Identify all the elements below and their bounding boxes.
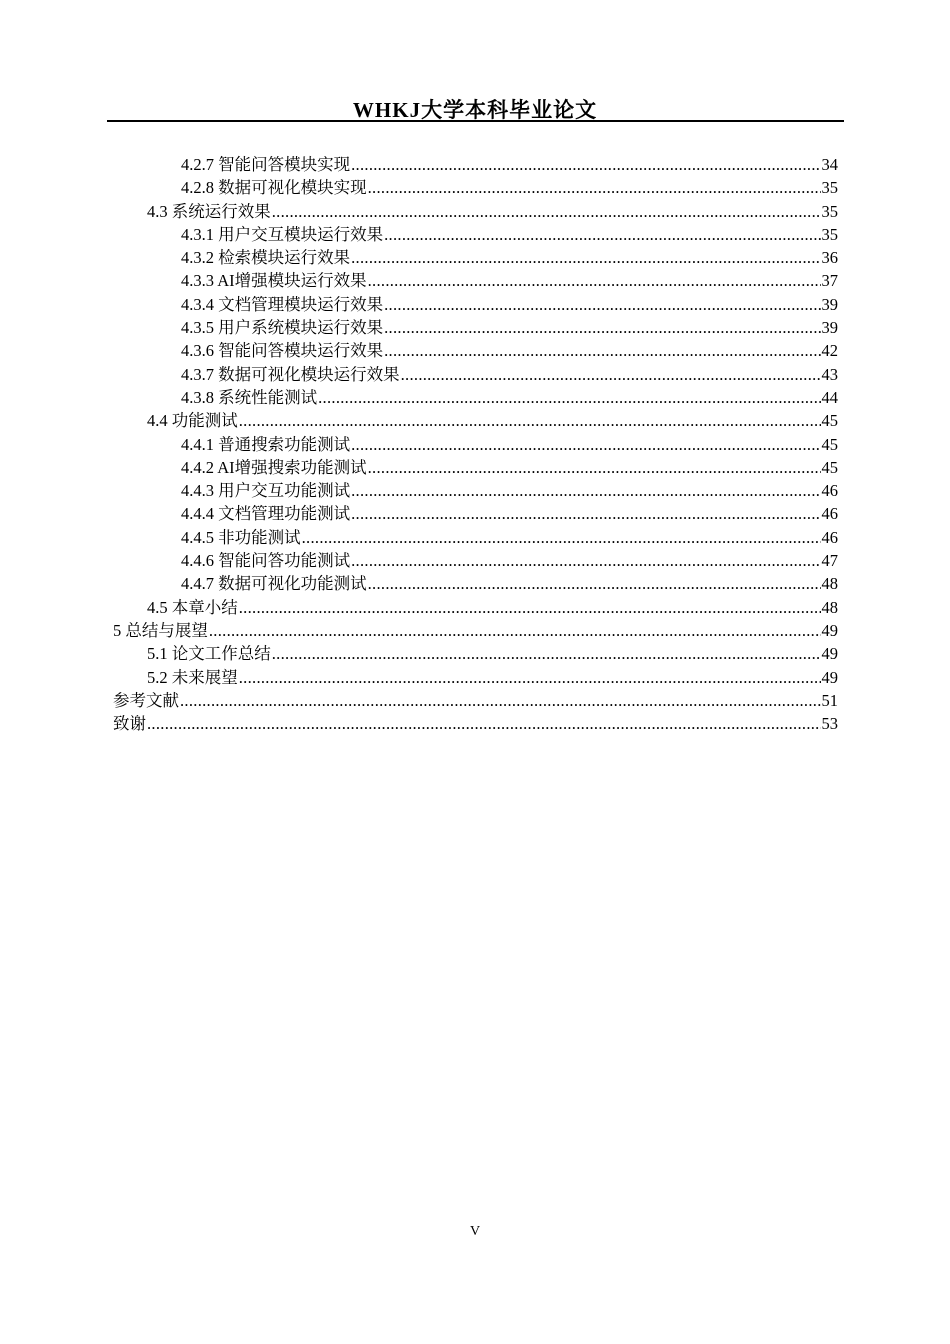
toc-leader-dots	[384, 223, 820, 246]
toc-entry[interactable]	[113, 293, 838, 316]
toc-page-number: 46	[821, 481, 838, 501]
toc-page-number: 45	[821, 434, 838, 454]
toc-page-number: 45	[821, 457, 838, 477]
toc-page-number: 35	[821, 201, 838, 221]
toc-entry[interactable]	[113, 433, 838, 456]
toc-leader-dots	[180, 689, 821, 712]
toc-entry[interactable]	[113, 642, 838, 665]
toc-entry[interactable]	[113, 269, 838, 292]
toc-entry[interactable]	[113, 666, 838, 689]
toc-page-number: 44	[821, 387, 838, 407]
toc-leader-dots	[302, 526, 821, 549]
toc-leader-dots	[384, 293, 820, 316]
toc-entry-label: 5.2 未来展望	[147, 667, 238, 687]
toc-entry-label: 4.5 本章小结	[147, 597, 238, 617]
toc-page-number: 45	[821, 411, 838, 431]
toc-entry[interactable]	[113, 572, 838, 595]
toc-entry[interactable]	[113, 712, 838, 735]
toc-leader-dots	[351, 479, 820, 502]
toc-entry[interactable]	[113, 456, 838, 479]
toc-leader-dots	[384, 339, 820, 362]
toc-entry[interactable]	[113, 549, 838, 572]
toc-entry[interactable]	[113, 316, 838, 339]
toc-page-number: 49	[821, 667, 838, 687]
toc-entry[interactable]	[113, 502, 838, 525]
toc-entry-label: 4.3.2 检索模块运行效果	[181, 248, 351, 268]
toc-entry-label: 4.3.4 文档管理模块运行效果	[181, 294, 384, 314]
toc-entry-label: 参考文献	[113, 690, 179, 710]
toc-entry[interactable]	[113, 409, 838, 432]
toc-leader-dots	[368, 456, 821, 479]
toc-page-number: 48	[821, 597, 838, 617]
toc-page-number: 36	[821, 248, 838, 268]
toc-entry[interactable]	[113, 176, 838, 199]
toc-entry-label: 4.4.5 非功能测试	[181, 527, 301, 547]
toc-leader-dots	[351, 502, 820, 525]
toc-entry[interactable]	[113, 386, 838, 409]
toc-leader-dots	[209, 619, 821, 642]
toc-page-number: 35	[821, 178, 838, 198]
toc-leader-dots	[351, 153, 820, 176]
toc-entry-label: 4.4.2 AI增强搜索功能测试	[181, 457, 367, 477]
toc-leader-dots	[351, 433, 820, 456]
toc-entry-label: 4.4.3 用户交互功能测试	[181, 481, 351, 501]
toc-leader-dots	[272, 200, 821, 223]
toc-leader-dots	[272, 642, 821, 665]
toc-page-number: 46	[821, 527, 838, 547]
toc-entry[interactable]	[113, 223, 838, 246]
toc-entry[interactable]	[113, 689, 838, 712]
toc-entry[interactable]	[113, 619, 838, 642]
toc-page-number: 37	[821, 271, 838, 291]
toc-leader-dots	[239, 666, 821, 689]
table-of-contents	[113, 153, 838, 735]
toc-leader-dots	[401, 363, 821, 386]
toc-entry-label: 4.3.8 系统性能测试	[181, 387, 318, 407]
toc-entry[interactable]	[113, 339, 838, 362]
toc-entry[interactable]	[113, 526, 838, 549]
toc-entry-label: 4.4.4 文档管理功能测试	[181, 504, 351, 524]
toc-entry-label: 4.3.3 AI增强模块运行效果	[181, 271, 367, 291]
header-rule	[107, 120, 844, 122]
toc-leader-dots	[239, 409, 821, 432]
toc-page-number: 39	[821, 318, 838, 338]
toc-entry-label: 4.3.1 用户交互模块运行效果	[181, 224, 384, 244]
toc-leader-dots	[318, 386, 820, 409]
toc-page-number: 39	[821, 294, 838, 314]
toc-entry-label: 4.4.1 普通搜索功能测试	[181, 434, 351, 454]
toc-entry-label: 5 总结与展望	[113, 620, 208, 640]
toc-page-number: 43	[821, 364, 838, 384]
toc-page-number: 47	[821, 551, 838, 571]
toc-entry-label: 5.1 论文工作总结	[147, 644, 271, 664]
toc-entry[interactable]	[113, 596, 838, 619]
toc-leader-dots	[368, 269, 821, 292]
footer-page-number: V	[469, 1224, 481, 1239]
toc-leader-dots	[351, 246, 820, 269]
toc-page-number: 53	[821, 714, 838, 734]
toc-entry[interactable]	[113, 363, 838, 386]
toc-leader-dots	[368, 176, 821, 199]
toc-entry-label: 4.2.7 智能问答模块实现	[181, 155, 351, 174]
toc-entry-label: 4.3.7 数据可视化模块运行效果	[181, 364, 400, 384]
running-header-title: WHKJ大学本科毕业论文	[352, 98, 598, 122]
toc-entry-label: 4.4 功能测试	[147, 411, 238, 431]
toc-leader-dots	[351, 549, 820, 572]
toc-entry[interactable]	[113, 200, 838, 223]
toc-entry[interactable]	[113, 153, 838, 176]
toc-entry-label: 4.3.5 用户系统模块运行效果	[181, 318, 384, 338]
toc-entry-label: 4.2.8 数据可视化模块实现	[181, 178, 367, 198]
toc-leader-dots	[147, 712, 821, 735]
toc-entry-label: 4.4.6 智能问答功能测试	[181, 551, 351, 571]
toc-page-number: 46	[821, 504, 838, 524]
toc-entry[interactable]	[113, 246, 838, 269]
toc-entry[interactable]	[113, 479, 838, 502]
toc-entry-label: 4.3.6 智能问答模块运行效果	[181, 341, 384, 361]
toc-page-number: 49	[821, 644, 838, 664]
toc-page-number: 42	[821, 341, 838, 361]
toc-leader-dots	[239, 596, 821, 619]
toc-entry-label: 致谢	[113, 714, 146, 734]
toc-page-number: 49	[821, 620, 838, 640]
toc-page-number: 34	[821, 155, 838, 174]
toc-page-number: 51	[821, 690, 838, 710]
toc-entry-label: 4.4.7 数据可视化功能测试	[181, 574, 367, 594]
toc-page-number: 35	[821, 224, 838, 244]
toc-leader-dots	[384, 316, 820, 339]
toc-page-number: 48	[821, 574, 838, 594]
toc-entry-label: 4.3 系统运行效果	[147, 201, 271, 221]
toc-leader-dots	[368, 572, 821, 595]
